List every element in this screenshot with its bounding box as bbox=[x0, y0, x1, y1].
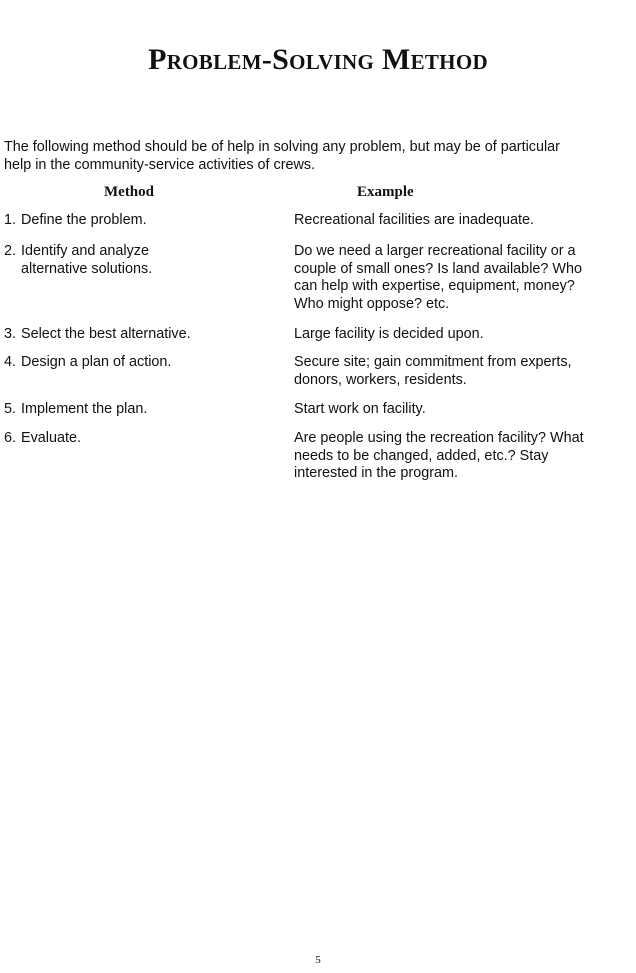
example-text: Secure site; gain commitment from experts, donors, workers, residents. bbox=[294, 354, 572, 388]
step-number: 6. bbox=[4, 430, 17, 446]
step-text: Implement the plan. bbox=[21, 401, 148, 417]
method-step bbox=[4, 326, 259, 344]
intro-paragraph: The following method should be of help in solving any problem, but may be of particular help in the community-service activities of crews. bbox=[4, 139, 560, 173]
step-number: 1. bbox=[4, 212, 17, 228]
method-step bbox=[4, 401, 259, 419]
method-step bbox=[4, 430, 259, 448]
method-column-header: Method bbox=[104, 184, 154, 200]
method-step bbox=[4, 243, 259, 278]
step-number: 3. bbox=[4, 326, 17, 342]
example-text: Start work on facility. bbox=[294, 401, 426, 417]
page-number: 5 bbox=[315, 954, 321, 966]
step-number: 5. bbox=[4, 401, 17, 417]
example-text: Large facility is decided upon. bbox=[294, 326, 484, 342]
method-step bbox=[4, 212, 259, 230]
step-text: Select the best alternative. bbox=[21, 326, 191, 342]
page-title: Problem-Solving Method bbox=[148, 43, 488, 76]
example-text: Recreational facilities are inadequate. bbox=[294, 212, 534, 228]
step-text: Define the problem. bbox=[21, 212, 147, 228]
step-number: 4. bbox=[4, 354, 17, 370]
example-text: Do we need a larger recreational facility or a couple of small ones? Is land available? Who can help with expertise, equipment, money? Who might oppose? etc. bbox=[294, 243, 582, 312]
step-text: Identify and analyze alternative solutions. bbox=[21, 243, 153, 277]
example-text: Are people using the recreation facility? What needs to be changed, added, etc.? Stay interested in the program. bbox=[294, 430, 584, 481]
example-column-header: Example bbox=[357, 184, 414, 200]
step-text: Design a plan of action. bbox=[21, 354, 172, 370]
step-text: Evaluate. bbox=[21, 430, 82, 446]
step-number: 2. bbox=[4, 243, 17, 259]
method-step bbox=[4, 354, 259, 372]
